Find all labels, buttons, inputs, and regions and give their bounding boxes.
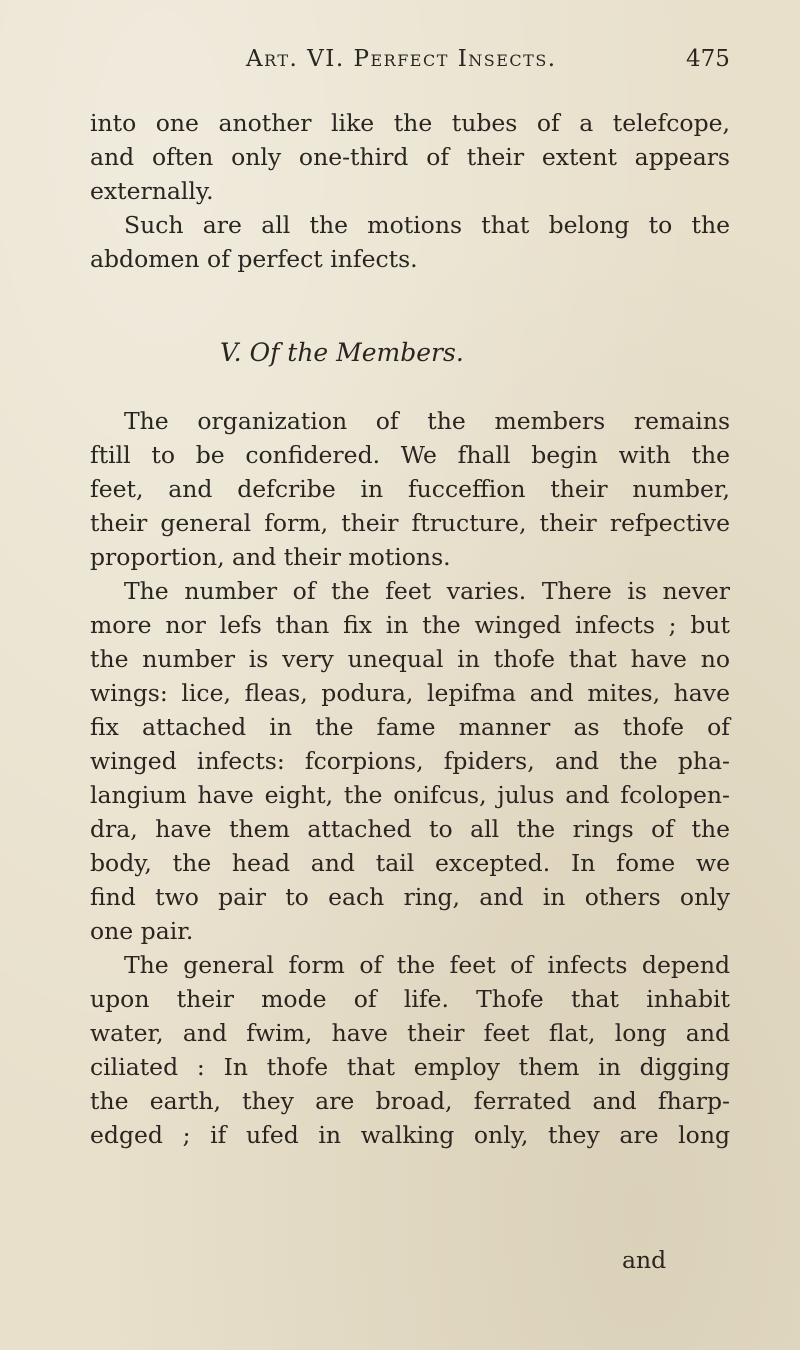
text-line: winged infects: fcorpions, fpiders, and the pha-: [90, 747, 730, 775]
text-line: The organization of the members remains: [124, 407, 730, 435]
section-heading: V. Of the Members.: [220, 338, 464, 367]
text-line: The general form of the feet of infects depend: [124, 951, 730, 979]
page-number: 475: [686, 46, 730, 72]
text-line: dra, have them attached to all the rings of the: [90, 815, 730, 843]
text-line: more nor lefs than fix in the winged infects ; but: [90, 611, 730, 639]
text-line: wings: lice, fleas, podura, lepifma and mites, have: [90, 679, 730, 707]
text-line: abdomen of perfect infects.: [90, 245, 418, 273]
text-line: body, the head and tail excepted. In fome we: [90, 849, 730, 877]
text-line: upon their mode of life. Thofe that inhabit: [90, 985, 730, 1013]
paragraph-general-form: [90, 948, 730, 1152]
text-line: find two pair to each ring, and in others only: [90, 883, 730, 911]
text-line: The number of the feet varies. There is never: [124, 577, 730, 605]
text-line: feet, and defcribe in fucceffion their number,: [90, 475, 730, 503]
text-line: water, and fwim, have their feet flat, long and: [90, 1019, 730, 1047]
text-line: fix attached in the fame manner as thofe of: [90, 713, 730, 741]
paragraph-number-of-feet: [90, 574, 730, 948]
text-line: and often only one-third of their extent appears: [90, 143, 730, 171]
page-header: [0, 42, 800, 82]
text-line: ciliated : In thofe that employ them in digging: [90, 1053, 730, 1081]
paragraph-organization: [90, 404, 730, 574]
running-head: Art. VI. Perfect Insects.: [246, 46, 557, 72]
text-line: ftill to be confidered. We fhall begin with the: [90, 441, 730, 469]
text-line: the number is very unequal in thofe that have no: [90, 645, 730, 673]
text-line: langium have eight, the onifcus, julus and fcolopen-: [90, 781, 730, 809]
text-line: edged ; if ufed in walking only, they are long: [90, 1121, 730, 1149]
catchword: and: [622, 1246, 667, 1274]
text-line: externally.: [90, 177, 214, 205]
text-line: one pair.: [90, 917, 194, 945]
text-line: the earth, they are broad, ferrated and fharp-: [90, 1087, 730, 1115]
text-line: into one another like the tubes of a telefcope,: [90, 109, 730, 137]
text-line: proportion, and their motions.: [90, 543, 451, 571]
text-line: their general form, their ftructure, their refpective: [90, 509, 730, 537]
text-line: Such are all the motions that belong to the: [124, 211, 730, 239]
intro-paragraph: [90, 106, 730, 276]
